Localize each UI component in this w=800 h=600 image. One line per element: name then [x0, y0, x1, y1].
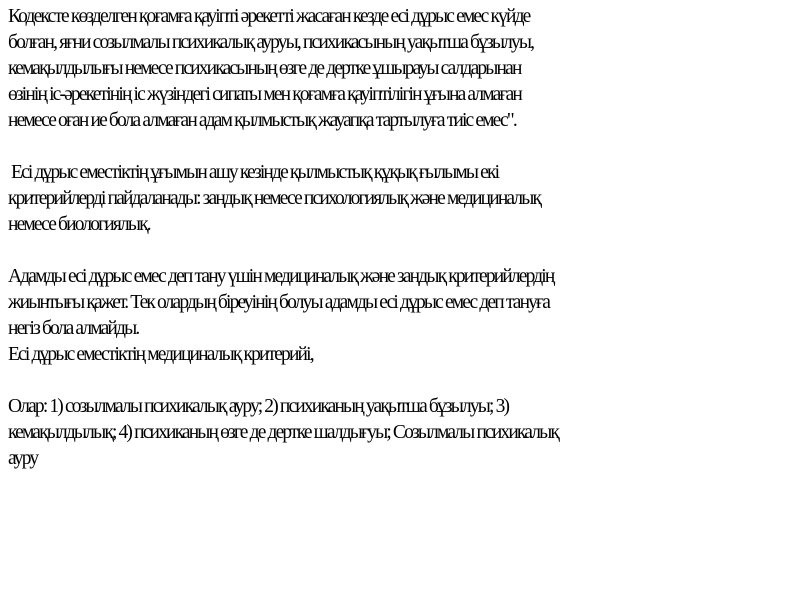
paragraph-2-line-3: немесе биологиялық.	[8, 214, 150, 235]
paragraph-2-line-1: Есі дұрыс еместіктің ұғымын ашу кезінде қылмыстық құқық ғылымы екі	[8, 162, 499, 183]
paragraph-2-line-2: критерийлерді пайдаланады: заңдық немесе психологиялық және медициналық	[8, 188, 541, 209]
paragraph-1-line-3: кемақылдылығы немесе психикасының өзге де дертке ұшырауы салдарынан	[8, 58, 521, 79]
paragraph-1-line-5: немесе оған ие бола алмаған адам қылмыстық жауапқа тартылуға тиіс емес".	[8, 110, 516, 131]
paragraph-3-line-2: жиынтығы қажет. Тек олардың біреуінің болуы адамды есі дұрыс емес деп тануға	[8, 292, 550, 313]
paragraph-3-line-3: негіз бола алмайды.	[8, 318, 139, 339]
paragraph-3-line-1: Адамды есі дұрыс емес деп тану үшін медициналық және заңдық критерийлердің	[8, 266, 554, 287]
paragraph-1-line-1: Кодексте көзделген қоғамға қауіпті әрекетті жасаған кезде есі дұрыс емес күйде	[8, 6, 530, 27]
paragraph-spacer	[8, 238, 798, 264]
document-body	[8, 4, 798, 472]
paragraph-4-line-2: кемақылдылық; 4) психиканың өзге де дертке шалдығуы; Созылмалы психикалық	[8, 422, 558, 443]
paragraph-spacer	[8, 368, 798, 394]
paragraph-3-line-4: Есі дұрыс еместіктің медициналық критерийі,	[8, 344, 313, 365]
paragraph-spacer	[8, 134, 798, 160]
paragraph-4-line-1: Олар: 1) созылмалы психикалық ауру; 2) психиканың уақытша бұзылуы; 3)	[8, 396, 509, 417]
paragraph-1-line-2: болған, яғни созылмалы психикалық ауруы, психикасының уақытша бұзылуы,	[8, 32, 534, 53]
paragraph-4-line-3: ауру	[8, 448, 38, 469]
paragraph-1-line-4: өзінің іс-әрекетінің іс жүзіндегі сипаты мен қоғамға қауіптілігін ұғына алмаған	[8, 84, 521, 105]
